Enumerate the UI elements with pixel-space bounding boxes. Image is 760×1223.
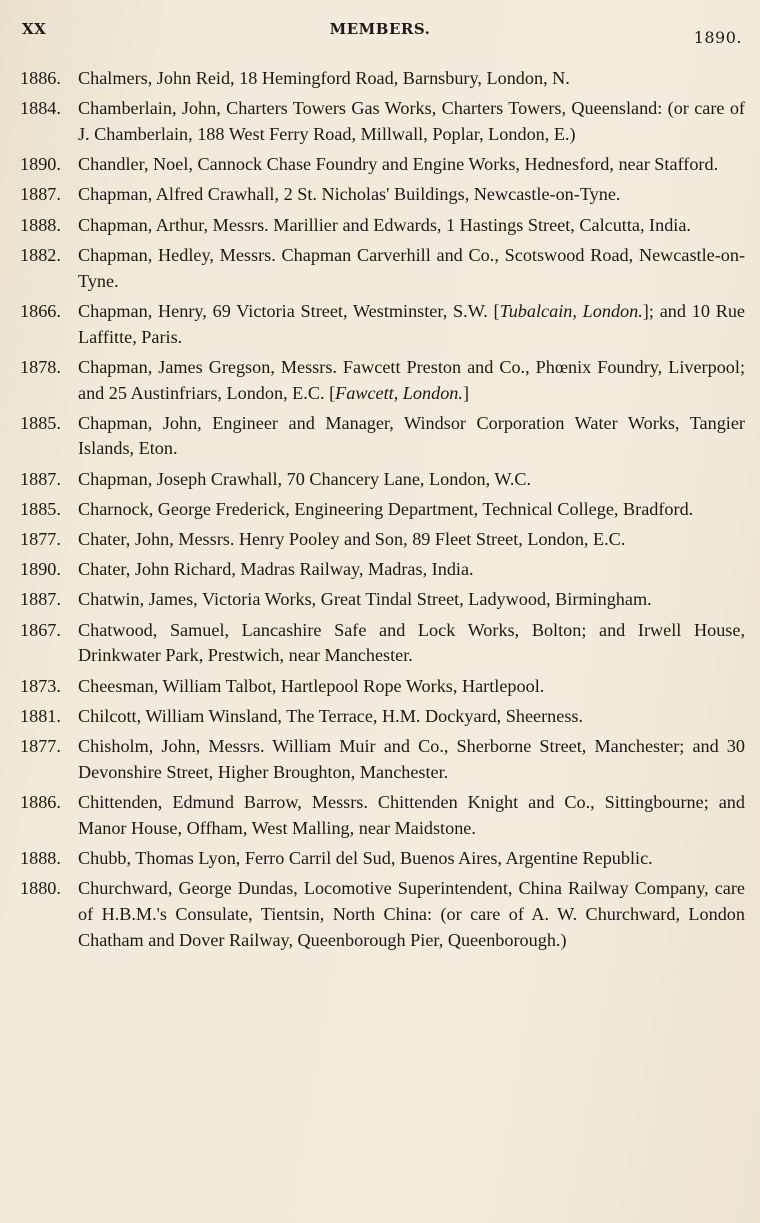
entry-text: Chapman, Joseph Crawhall, 70 Chancery Lane, London, W.C. bbox=[78, 468, 532, 489]
entry-text: Chisholm, John, Messrs. William Muir and Co., Sherborne Street, Manchester; and 30 Devonshire Street, Higher Broughton, Manchester. bbox=[78, 735, 745, 782]
entry-year: 1890. bbox=[20, 154, 61, 175]
member-entry bbox=[20, 411, 745, 463]
entry-text: Chapman, Arthur, Messrs. Marillier and Edwards, 1 Hastings Street, Calcutta, India. bbox=[78, 214, 691, 235]
entry-text: Cheesman, William Talbot, Hartlepool Rope Works, Hartlepool. bbox=[78, 675, 545, 696]
member-entry bbox=[20, 497, 745, 523]
member-entry bbox=[20, 618, 745, 670]
member-entry bbox=[20, 182, 745, 208]
entry-year: 1890. bbox=[20, 559, 61, 580]
entry-year: 1886. bbox=[20, 68, 61, 88]
entry-text: Chatwood, Samuel, Lancashire Safe and Lock Works, Bolton; and Irwell House, Drinkwater Park, Prestwich, near Manchester. bbox=[78, 619, 745, 666]
member-entry bbox=[20, 299, 745, 351]
entry-text: Chater, John, Messrs. Henry Pooley and Son, 89 Fleet Street, London, E.C. bbox=[78, 529, 626, 550]
entry-text: Chittenden, Edmund Barrow, Messrs. Chittenden Knight and Co., Sittingbourne; and Manor House, Offham, West Malling, near Maidstone. bbox=[78, 791, 745, 838]
member-entry bbox=[20, 355, 745, 407]
entry-text: Chapman, John, Engineer and Manager, Windsor Corporation Water Works, Tangier Islands, Eton. bbox=[78, 412, 745, 459]
member-entry bbox=[20, 674, 745, 700]
entry-text: Chubb, Thomas Lyon, Ferro Carril del Sud, Buenos Aires, Argentine Republic. bbox=[78, 847, 653, 868]
member-entry bbox=[20, 243, 745, 295]
entry-year: 1880. bbox=[20, 878, 61, 899]
entry-year: 1887. bbox=[20, 589, 61, 610]
member-entry bbox=[20, 527, 745, 553]
entry-year: 1888. bbox=[20, 847, 61, 868]
entry-year: 1878. bbox=[20, 356, 61, 377]
member-entry bbox=[20, 846, 745, 872]
entry-year: 1882. bbox=[20, 244, 61, 265]
entry-year: 1887. bbox=[20, 468, 61, 489]
entry-text: Chandler, Noel, Cannock Chase Foundry and Engine Works, Hednesford, near Stafford. bbox=[78, 154, 719, 175]
member-entry bbox=[20, 557, 745, 583]
member-entry bbox=[20, 467, 745, 493]
member-entry bbox=[20, 213, 745, 239]
entry-year: 1866. bbox=[20, 300, 61, 321]
entry-year: 1881. bbox=[20, 705, 61, 726]
entry-year: 1887. bbox=[20, 184, 61, 205]
member-entry bbox=[20, 587, 745, 613]
page-number: XX bbox=[22, 20, 47, 38]
entry-text: Chapman, Hedley, Messrs. Chapman Carverhill and Co., Scotswood Road, Newcastle-on-Tyne. bbox=[78, 244, 745, 291]
member-entry bbox=[20, 152, 745, 178]
entry-year: 1888. bbox=[20, 214, 61, 235]
member-list bbox=[20, 66, 745, 958]
member-entry bbox=[20, 66, 745, 92]
member-entry bbox=[20, 96, 745, 148]
entry-year: 1886. bbox=[20, 791, 61, 812]
member-entry bbox=[20, 734, 745, 786]
member-entry bbox=[20, 790, 745, 842]
entry-text: Chater, John Richard, Madras Railway, Madras, India. bbox=[78, 559, 474, 580]
page-title: MEMBERS. bbox=[329, 20, 431, 38]
entry-year: 1873. bbox=[20, 675, 61, 696]
page-year: 1890. bbox=[693, 28, 742, 47]
entry-year: 1885. bbox=[20, 412, 61, 433]
entry-text: Churchward, George Dundas, Locomotive Superintendent, China Railway Company, care of H.B.M.'s Consulate, Tientsin, North China: (or care of A. W. Churchward, London Chatham and Dover Railway, Queenborough Pier, Queenborough.) bbox=[78, 878, 745, 950]
entry-text: Chapman, Henry, 69 Victoria Street, Westminster, S.W. [Tubalcain, London.]; and 10 Rue Laffitte, Paris. bbox=[78, 300, 745, 347]
member-entry bbox=[20, 876, 745, 953]
entry-text: Chamberlain, John, Charters Towers Gas Works, Charters Towers, Queensland: (or care of J. Chamberlain, 188 West Ferry Road, Millwall, Poplar, London, E.) bbox=[78, 98, 745, 144]
entry-year: 1877. bbox=[20, 735, 61, 756]
entry-text: Chapman, Alfred Crawhall, 2 St. Nicholas' Buildings, Newcastle-on-Tyne. bbox=[78, 184, 621, 205]
entry-text: Chilcott, William Winsland, The Terrace, H.M. Dockyard, Sheerness. bbox=[78, 705, 584, 726]
entry-text: Chalmers, John Reid, 18 Hemingford Road, Barnsbury, London, N. bbox=[78, 68, 570, 88]
entry-year: 1884. bbox=[20, 98, 61, 119]
entry-text: Chatwin, James, Victoria Works, Great Tindal Street, Ladywood, Birmingham. bbox=[78, 589, 652, 610]
entry-text: Chapman, James Gregson, Messrs. Fawcett Preston and Co., Phœnix Foundry, Liverpool; and 25 Austinfriars, London, E.C. [Fawcett, London.] bbox=[78, 356, 745, 403]
entry-text: Charnock, George Frederick, Engineering Department, Technical College, Bradford. bbox=[78, 498, 694, 519]
member-entry bbox=[20, 704, 745, 730]
entry-year: 1885. bbox=[20, 498, 61, 519]
entry-year: 1867. bbox=[20, 619, 61, 640]
entry-year: 1877. bbox=[20, 529, 61, 550]
